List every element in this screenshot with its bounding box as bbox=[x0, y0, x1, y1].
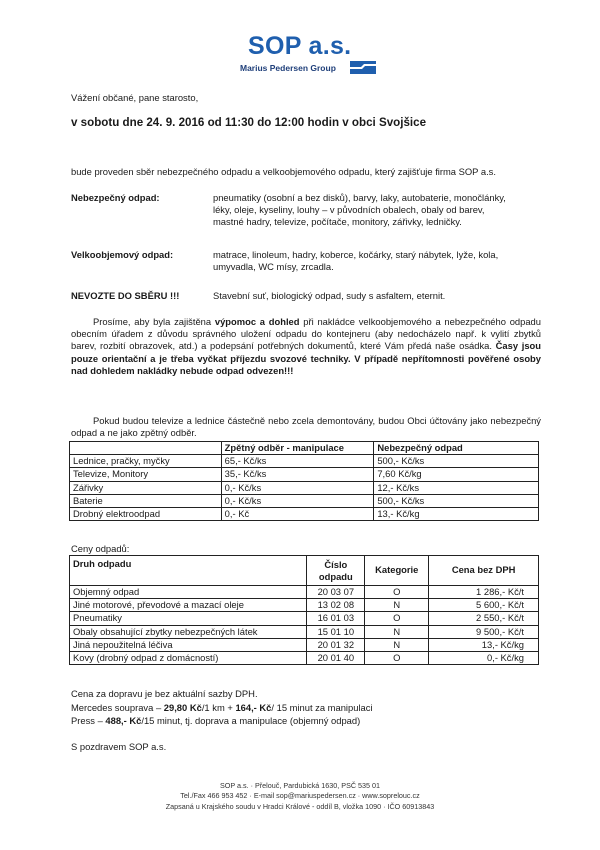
bulky-line: matrace, linoleum, hadry, koberce, kočárky, starý nábytek, lyže, kola, bbox=[213, 249, 499, 260]
para-text: Prosíme, aby byla zajištěna bbox=[93, 316, 215, 327]
price-bold: 488,- Kč bbox=[105, 715, 142, 727]
hazardous-waste-text bbox=[213, 192, 543, 229]
table-cell: Zářivky bbox=[70, 481, 222, 494]
footer bbox=[110, 781, 490, 812]
closing-regards: S pozdravem SOP a.s. bbox=[71, 741, 167, 752]
table-cell: O bbox=[365, 652, 429, 665]
table-row bbox=[70, 652, 539, 665]
table-header: Zpětný odběr - manipulace bbox=[221, 442, 374, 455]
table-cell: O bbox=[365, 612, 429, 625]
para-text: Pokud budou televize a lednice částečně nebo zcela demontovány, budou Obci účtovány jako nebezpečný odpad a ne jako zpětný odběr. bbox=[71, 415, 541, 439]
logo-flag-icon bbox=[350, 61, 376, 74]
do-not-bring-label: NEVOZTE DO SBĚRU !!! bbox=[71, 290, 180, 301]
table-cell: 12,- Kč/ks bbox=[374, 481, 539, 494]
table-row bbox=[70, 586, 539, 599]
logo-subtitle: Marius Pedersen Group bbox=[240, 63, 336, 73]
bulky-waste-text bbox=[213, 249, 543, 273]
tv-fridge-paragraph bbox=[71, 415, 541, 439]
table-cell: 500,- Kč/ks bbox=[374, 494, 539, 507]
para-bold: výpomoc a dohled bbox=[214, 316, 300, 327]
price-text: Mercedes souprava – bbox=[71, 701, 164, 713]
table-cell: 500,- Kč/ks bbox=[374, 455, 539, 468]
table-cell: 0,- Kč/ks bbox=[221, 494, 374, 507]
table-cell: 2 550,- Kč/t bbox=[429, 612, 539, 625]
hazardous-line: pneumatiky (osobní a bez disků), barvy, laky, autobaterie, monočlánky, bbox=[213, 192, 506, 203]
table-cell: 15 01 10 bbox=[307, 625, 365, 638]
table-row bbox=[70, 625, 539, 638]
table-row bbox=[70, 638, 539, 651]
table-cell: 20 01 40 bbox=[307, 652, 365, 665]
table-cell: 0,- Kč/kg bbox=[429, 652, 539, 665]
assistance-paragraph bbox=[71, 316, 541, 377]
waste-price-table bbox=[69, 555, 539, 665]
table-cell: 13 02 08 bbox=[307, 599, 365, 612]
table-header-row bbox=[70, 442, 539, 455]
table-cell: 13,- Kč/kg bbox=[429, 638, 539, 651]
do-not-bring-line: Stavební suť, biologický odpad, sudy s asfaltem, eternit. bbox=[213, 290, 446, 301]
table-cell: 1 286,- Kč/t bbox=[429, 586, 539, 599]
table-cell: 65,- Kč/ks bbox=[221, 455, 374, 468]
table-cell: N bbox=[365, 599, 429, 612]
salutation: Vážení občané, pane starosto, bbox=[71, 92, 199, 103]
table-cell: 0,- Kč bbox=[221, 508, 374, 521]
price-text: / 15 minut za manipulaci bbox=[271, 701, 373, 713]
transport-note: Cena za dopravu je bez aktuální sazby DPH. bbox=[71, 688, 258, 699]
table-cell: 16 01 03 bbox=[307, 612, 365, 625]
do-not-bring-text bbox=[213, 290, 543, 302]
mercedes-price-line bbox=[71, 701, 373, 715]
para-bold-warning: Časy jsou pouze orientační a je třeba vyčkat příjezdu svozové techniky. V případě nepřítomnosti pověřené osoby nad dohledem nakládky nebude odpad odvezen!!! bbox=[71, 340, 541, 376]
logo-title: SOP a.s. bbox=[248, 32, 352, 60]
table-cell: 35,- Kč/ks bbox=[221, 468, 374, 481]
footer-address: SOP a.s. · Přelouč, Pardubická 1630, PSČ 535 01 bbox=[219, 781, 381, 790]
price-text: /1 km + bbox=[201, 701, 236, 713]
company-logo bbox=[240, 30, 390, 80]
event-headline: v sobotu dne 24. 9. 2016 od 11:30 do 12:00 hodin v obci Svojšice bbox=[71, 116, 427, 129]
table-cell: 13,- Kč/kg bbox=[374, 508, 539, 521]
table-cell: Pneumatiky bbox=[70, 612, 307, 625]
table-row bbox=[70, 599, 539, 612]
hazardous-line: mastné hadry, televize, počítače, monitory, zářivky, ledničky. bbox=[213, 216, 462, 228]
table-cell: N bbox=[365, 625, 429, 638]
table-cell: 20 01 32 bbox=[307, 638, 365, 651]
hazardous-line: léky, oleje, kyseliny, louhy – v původních obalech, obaly od barev, bbox=[213, 204, 485, 216]
table-row bbox=[70, 508, 539, 521]
intro-text: bude proveden sběr nebezpečného odpadu a velkoobjemového odpadu, který zajišťuje firma SOP a.s. bbox=[71, 166, 496, 177]
table-cell: 0,- Kč/ks bbox=[221, 481, 374, 494]
para-text: při nakládce velkoobjemového a nebezpečného odpadu obecním úřadem z důvodu správného uložení odpadu do kontejneru (aby nedocházelo např. k vylití zbytků barev, rozbití obrazovek, atd.) a podepsání potřebných dokumentů, které Vám předá naše osádka. bbox=[71, 316, 541, 352]
price-text: /15 minut, tj. doprava a manipulace (objemný odpad) bbox=[141, 715, 361, 727]
hazardous-waste-label: Nebezpečný odpad: bbox=[71, 192, 160, 203]
waste-prices-title: Ceny odpadů: bbox=[71, 543, 130, 554]
table-header: Druh odpadu bbox=[70, 556, 307, 586]
table-cell: Kovy (drobný odpad z domácností) bbox=[70, 652, 307, 665]
table-row bbox=[70, 612, 539, 625]
table-cell: 5 600,- Kč/t bbox=[429, 599, 539, 612]
table-cell: 20 03 07 bbox=[307, 586, 365, 599]
price-text: Press – bbox=[71, 715, 106, 727]
table-cell: Lednice, pračky, myčky bbox=[70, 455, 222, 468]
table-header: Kategorie bbox=[365, 556, 429, 586]
table-cell: Jiná nepoužitelná léčiva bbox=[70, 638, 307, 651]
press-price-line bbox=[71, 714, 373, 728]
price-bold: 164,- Kč bbox=[235, 701, 272, 713]
footer-registration: Zapsaná u Krajského soudu v Hradci Králové - oddíl B, vložka 1090 · IČO 60913843 bbox=[165, 801, 435, 811]
table-cell: 9 500,- Kč/t bbox=[429, 625, 539, 638]
table-cell: Jiné motorové, převodové a mazací oleje bbox=[70, 599, 307, 612]
price-bold: 29,80 Kč bbox=[163, 701, 202, 713]
table-row bbox=[70, 494, 539, 507]
table-header: Číslo odpadu bbox=[307, 556, 365, 586]
bulky-line: umyvadla, WC mísy, zrcadla. bbox=[213, 261, 334, 273]
table-header-row bbox=[70, 556, 539, 586]
bulky-waste-label: Velkoobjemový odpad: bbox=[71, 249, 174, 260]
transport-prices bbox=[71, 687, 373, 728]
table-cell: Objemný odpad bbox=[70, 586, 307, 599]
table-row bbox=[70, 468, 539, 481]
table-cell: Drobný elektroodpad bbox=[70, 508, 222, 521]
take-back-price-table bbox=[69, 441, 539, 521]
table-row bbox=[70, 455, 539, 468]
footer-contact: Tel./Fax 466 953 452 · E-mail sop@mariuspedersen.cz · www.soprelouc.cz bbox=[180, 791, 420, 801]
table-row bbox=[70, 481, 539, 494]
table-cell: N bbox=[365, 638, 429, 651]
table-cell: O bbox=[365, 586, 429, 599]
table-cell: 7,60 Kč/kg bbox=[374, 468, 539, 481]
table-cell: Televize, Monitory bbox=[70, 468, 222, 481]
table-cell: Obaly obsahující zbytky nebezpečných látek bbox=[70, 625, 307, 638]
table-header: Cena bez DPH bbox=[429, 556, 539, 586]
table-header: Nebezpečný odpad bbox=[374, 442, 539, 455]
table-cell: Baterie bbox=[70, 494, 222, 507]
table-header bbox=[70, 442, 222, 455]
